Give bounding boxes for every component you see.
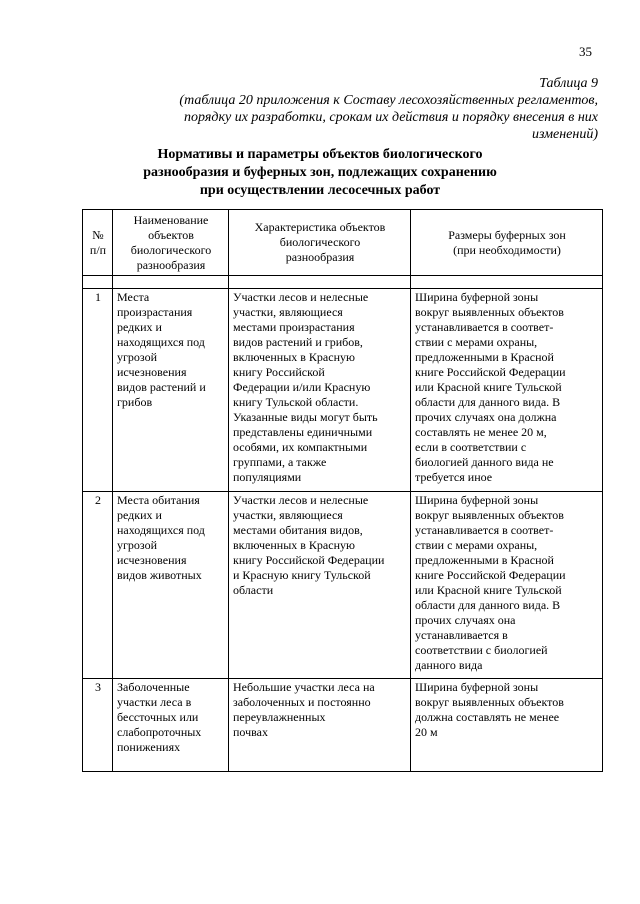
cell-text-line: почвах: [233, 725, 268, 739]
cell-text-line: биологического: [130, 242, 212, 257]
cell-text-line: Ширина буферной зоны: [415, 680, 539, 694]
cell-text-line: редких и: [117, 508, 162, 522]
cell-text-line: составлять не менее 20 м,: [415, 425, 547, 439]
cell-text-line: Участки лесов и нелесные: [233, 493, 369, 507]
cell-text-line: переувлажненных: [233, 710, 326, 724]
cell-text-line: прочих случаях она: [415, 613, 516, 627]
cell-text-line: книгу Российской Федерации: [233, 553, 385, 567]
object-name-cell: [113, 679, 229, 772]
cell-text-line: Размеры буферных зон: [448, 227, 566, 242]
cell-text-line: требуется иное: [415, 470, 493, 484]
header-characteristic: [229, 210, 411, 276]
cell-text-line: предложенными в Красной: [415, 553, 554, 567]
table-caption: [118, 75, 598, 143]
cell-text-line: Федерации и/или Красную: [233, 380, 371, 394]
caption-source-line: изменений): [531, 127, 598, 142]
cell-text-line: вокруг выявленных объектов: [415, 305, 564, 319]
cell-text-line: устанавливается в соответ-: [415, 523, 554, 537]
cell-text-line: книгу Российской: [233, 365, 325, 379]
header-name: [113, 210, 229, 276]
cell-text-line: №: [92, 227, 104, 242]
cell-text-line: местами обитания видов,: [233, 523, 363, 537]
characteristic-cell: [229, 679, 411, 772]
header-num: [83, 210, 113, 276]
table-header-row: [83, 210, 603, 276]
cell-text-line: включенных в Красную: [233, 350, 355, 364]
cell-text-line: местами произрастания: [233, 320, 355, 334]
cell-text-line: бессточных или: [117, 710, 199, 724]
cell-text-line: исчезновения: [117, 365, 187, 379]
cell-text-line: (при необходимости): [453, 242, 561, 257]
cell-text-line: Участки лесов и нелесные: [233, 290, 369, 304]
cell-text-line: популяциями: [233, 470, 302, 484]
caption-source-line: (таблица 20 приложения к Составу лесохозяйственных регламентов,: [179, 93, 598, 108]
spacer-cell: [113, 276, 229, 289]
cell-text-line: устанавливается в соответ-: [415, 320, 554, 334]
cell-text-line: Места: [117, 290, 150, 304]
spacer-cell: [229, 276, 411, 289]
cell-text-line: находящихся под: [117, 335, 205, 349]
cell-text-line: Небольшие участки леса на: [233, 680, 375, 694]
cell-text-line: ствии с мерами охраны,: [415, 335, 538, 349]
cell-text-line: группами, а также: [233, 455, 327, 469]
spacer-cell: [411, 276, 603, 289]
norms-table: [82, 209, 603, 772]
cell-text-line: 20 м: [415, 725, 438, 739]
cell-text-line: вокруг выявленных объектов: [415, 695, 564, 709]
cell-text-line: разнообразия: [136, 257, 206, 272]
cell-text-line: видов растений и: [117, 380, 206, 394]
characteristic-cell: [229, 492, 411, 679]
table-spacer-row: [83, 276, 603, 289]
cell-text-line: Указанные виды могут быть: [233, 410, 378, 424]
cell-text-line: разнообразия: [285, 250, 355, 264]
cell-text-line: находящихся под: [117, 523, 205, 537]
cell-text-line: предложенными в Красной: [415, 350, 554, 364]
page-number: 35: [579, 44, 592, 59]
spacer-cell: [83, 276, 113, 289]
cell-text-line: биологией данного вида не: [415, 455, 554, 469]
cell-text-line: участки леса в: [117, 695, 192, 709]
characteristic-cell: [229, 289, 411, 492]
cell-text-line: включенных в Красную: [233, 538, 355, 552]
cell-text-line: видов растений и грибов,: [233, 335, 363, 349]
cell-text-line: объектов: [148, 227, 194, 242]
table-title-line: Нормативы и параметры объектов биологического: [157, 147, 483, 162]
cell-text-line: грибов: [117, 395, 153, 409]
cell-text-line: области для данного вида. В: [415, 395, 561, 409]
cell-text-line: заболоченных и постоянно: [233, 695, 371, 709]
cell-text-line: Ширина буферной зоны: [415, 290, 539, 304]
row-number: 3: [83, 679, 113, 772]
cell-text-line: п/п: [89, 242, 107, 257]
cell-text-line: представлены единичными: [233, 425, 373, 439]
cell-text-line: биологического: [279, 235, 361, 249]
cell-text-line: Наименование: [133, 212, 209, 227]
cell-text-line: прочих случаях она должна: [415, 410, 557, 424]
table-row: [83, 679, 603, 772]
cell-text-line: книге Российской Федерации: [415, 365, 566, 379]
cell-text-line: ствии с мерами охраны,: [415, 538, 538, 552]
cell-text-line: видов животных: [117, 568, 202, 582]
cell-text-line: или Красной книге Тульской: [415, 583, 562, 597]
row-number: 1: [83, 289, 113, 492]
cell-text-line: Заболоченные: [117, 680, 190, 694]
cell-text-line: особями, их компактными: [233, 440, 368, 454]
buffer-zone-cell: [411, 289, 603, 492]
cell-text-line: исчезновения: [117, 553, 187, 567]
cell-text-line: произрастания: [117, 305, 193, 319]
buffer-zone-cell: [411, 679, 603, 772]
cell-text-line: Ширина буферной зоны: [415, 493, 539, 507]
cell-text-line: соответствии с биологией: [415, 643, 548, 657]
table-row: [83, 492, 603, 679]
object-name-cell: [113, 492, 229, 679]
table-title: [110, 146, 530, 200]
cell-text-line: области: [233, 583, 274, 597]
cell-text-line: области для данного вида. В: [415, 598, 561, 612]
cell-text-line: участки, являющиеся: [233, 305, 343, 319]
cell-text-line: Места обитания: [117, 493, 200, 507]
table-title-line: разнообразия и буферных зон, подлежащих сохранению: [143, 165, 497, 180]
cell-text-line: должна составлять не менее: [415, 710, 560, 724]
cell-text-line: или Красной книге Тульской: [415, 380, 562, 394]
cell-text-line: вокруг выявленных объектов: [415, 508, 564, 522]
caption-source-line: порядку их разработки, срокам их действия и порядку внесения в них: [184, 110, 598, 125]
cell-text-line: книге Российской Федерации: [415, 568, 566, 582]
object-name-cell: [113, 289, 229, 492]
cell-text-line: редких и: [117, 320, 162, 334]
cell-text-line: участки, являющиеся: [233, 508, 343, 522]
cell-text-line: угрозой: [117, 538, 158, 552]
cell-text-line: данного вида: [415, 658, 483, 672]
table-title-line: при осуществлении лесосечных работ: [199, 183, 441, 198]
header-buffer: [411, 210, 603, 276]
cell-text-line: и Красную книгу Тульской: [233, 568, 371, 582]
cell-text-line: угрозой: [117, 350, 158, 364]
table-label: Таблица 9: [539, 76, 598, 91]
cell-text-line: понижениях: [117, 740, 181, 754]
cell-text-line: устанавливается в: [415, 628, 508, 642]
cell-text-line: слабопроточных: [117, 725, 202, 739]
table-row: [83, 289, 603, 492]
cell-text-line: Характеристика объектов: [254, 220, 386, 234]
buffer-zone-cell: [411, 492, 603, 679]
row-number: 2: [83, 492, 113, 679]
cell-text-line: если в соответствии с: [415, 440, 527, 454]
cell-text-line: книгу Тульской области.: [233, 395, 359, 409]
